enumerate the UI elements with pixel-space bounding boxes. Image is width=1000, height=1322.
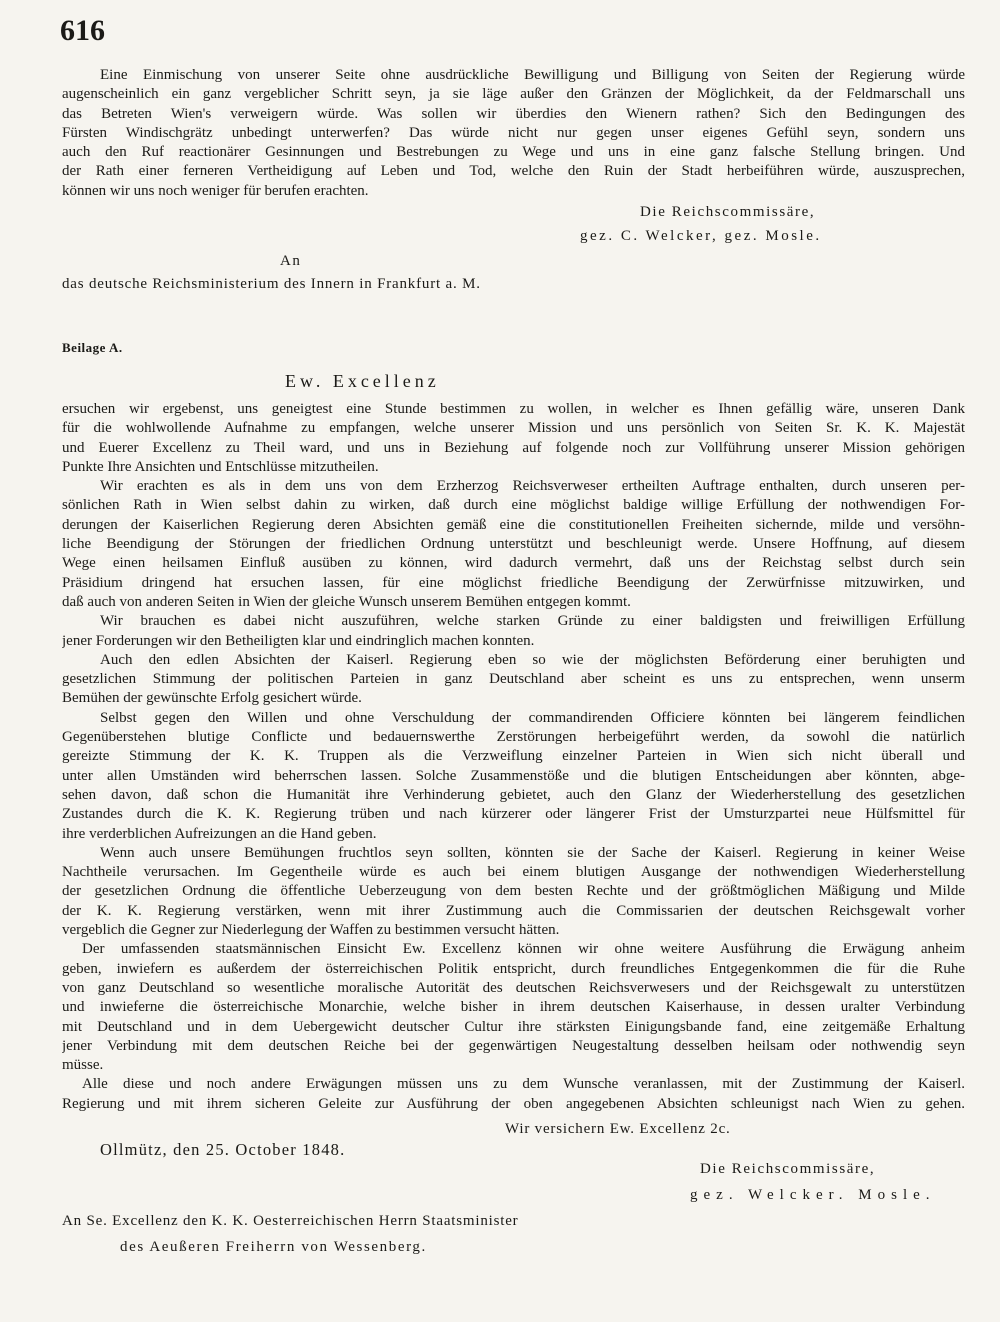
closing-line: Wir versichern Ew. Excellenz 2c.: [505, 1121, 731, 1137]
text-line: Selbst gegen den Willen und ohne Verschuldung der commandirenden Officiere könnten bei längerem feindlichen: [100, 709, 965, 726]
place-date: Ollmütz, den 25. October 1848.: [100, 1140, 346, 1159]
enclosure-body: [62, 400, 965, 1114]
letter-paragraph: [62, 66, 965, 201]
text-line: geben, inwiefern es außerdem der österreichischen Politik entspricht, durch freundliches Entgegenkommen die für die Ruhe: [62, 960, 965, 977]
text-line: von ganz Deutschland so wesentliche moralische Autorität des deutschen Reichsverwesers und der Reichsgewalt zu unterstützen: [62, 979, 965, 996]
text-line: ersuchen wir ergebenst, uns geneigtest eine Stunde bestimmen zu wollen, in welcher es Ihnen gefällig wäre, unseren Dank: [62, 401, 965, 417]
enclosure-label: Beilage A.: [62, 340, 123, 355]
text-line: Bemühen der gewünschte Erfolg gesichert würde.: [62, 690, 362, 707]
text-line: der K. K. Regierung verstärken, wenn mit ihrer Zustimmung auch die Commissarien der deutschen Reichsgewalt vorher: [62, 902, 965, 919]
text-line: auch den Ruf reactionärer Gesinnungen und Bestrebungen zu Wege und uns in eine ganz falsche Stellung bringen. Und: [62, 144, 965, 161]
salutation: Ew. Excellenz: [285, 371, 440, 391]
text-line: der gesetzlichen Ordnung die öffentliche Ueberzeugung von dem besten Rechte und der größtmöglichen Mäßigung und Milde: [62, 883, 965, 900]
text-line: gereizte Stimmung der K. K. Truppen als die Verzweiflung einzelner Parteien in Wien sich nicht überall und: [62, 748, 965, 765]
text-line: derungen der Kaiserlichen Regierung deren Absichten gemäß eine die constitutionellen Freiheiten sichernde, milde und versöhn-: [62, 516, 965, 533]
text-line: und inwieferne die österreichische Monarchie, welche bisher in ihrem deutschen Kaiserhause, in dessen uralter Verbindung: [62, 999, 965, 1016]
text-line: vergeblich die Gegner zur Niederlegung der Waffen zu bestimmen versucht hätten.: [62, 922, 560, 939]
recipient-line: An Se. Excellenz den K. K. Oesterreichischen Herrn Staatsminister: [62, 1213, 519, 1229]
text-line: müsse.: [62, 1057, 104, 1074]
text-line: daß auch von anderen Seiten in Wien der gleiche Wunsch unserem Bemühen entgegen kommt.: [62, 593, 631, 610]
address-line: das deutsche Reichsministerium des Innern in Frankfurt a. M.: [62, 276, 481, 292]
text-line: Wenn auch unsere Bemühungen fruchtlos seyn sollten, könnten sie der Sache der Kaiserl. Regierung in keiner Weise: [100, 844, 965, 861]
text-line: Der umfassenden staatsmännischen Einsicht Ew. Excellenz können wir ohne weitere Ausführung die Erwägung anheim: [82, 941, 965, 958]
page-number: 616: [60, 14, 105, 47]
text-line: Eine Einmischung von unserer Seite ohne ausdrückliche Bewilligung und Billigung von Seiten der Regierung würde: [100, 67, 965, 83]
text-line: gesetzlichen Stimmung der politischen Parteien in ganz Deutschland aber scheint es uns zu entsprechen, wenn unserm: [62, 671, 965, 688]
text-line: Regierung und mit ihrem sicheren Geleite zur Ausführung der oben angegebenen Absichten schleunigst nach Wien zu gehen.: [62, 1095, 965, 1112]
text-line: Wege einen heilsamen Einfluß ausüben zu können, wird dadurch vermehrt, daß uns der Reichstag selbst durch sein: [62, 555, 965, 572]
text-line: unter allen Umständen wird beherrschen lassen. Solche Zusammenstöße und die blutigen Entscheidungen aber könnten, abge-: [62, 767, 965, 784]
text-line: Nachtheile verursachen. Im Gegentheile würde es auch bei einem blutigen Ausgange der nothwendigen Wiederherstellung: [62, 864, 965, 881]
text-line: Wir brauchen es dabei nicht auszuführen, welche starken Gründe zu einer baldigsten und freiwilligen Erfüllung: [100, 613, 965, 630]
text-line: Auch den edlen Absichten der Kaiserl. Regierung eben so wie der möglichsten Beförderung einer beruhigten und: [100, 651, 965, 668]
text-line: ihre verderblichen Aufreizungen an die Hand geben.: [62, 825, 377, 842]
text-line: Wir erachten es als in dem uns von dem Erzherzog Reichsverweser ertheilten Auftrage enthalten, durch unseren per-: [100, 478, 965, 495]
text-line: Fürsten Windischgrätz unbedingt unterwerfen? Das würde nicht nur gegen unser eigenes Gefühl seyn, sondern uns: [62, 124, 965, 141]
text-line: jener Forderungen wir den Betheiligten klar und eindringlich machen konnten.: [62, 632, 535, 649]
text-line: jener Verbindung mit dem deutschen Reiche bei der gegenwärtigen Neugestaltung desselben heilsam oder nothwendig seyn: [62, 1037, 965, 1054]
text-line: Alle diese und noch andere Erwägungen müssen uns zu dem Wunsche veranlassen, mit der Zustimmung der Kaiserl.: [82, 1076, 965, 1093]
text-line: liche Beendigung der Störungen der friedlichen Ordnung unterstützt und beschleunigt werde. Unsere Hoffnung, auf diesem: [62, 536, 965, 553]
signature-title: Die Reichscommissäre,: [640, 204, 816, 220]
text-line: Punkte Ihre Ansichten und Entschlüsse mitzutheilen.: [62, 458, 379, 475]
text-line: das Betreten Wien's verweigern würde. Was sollen wir überdies den Wienern rathen? Sich den Bedingungen des: [62, 105, 965, 122]
text-line: sehen davon, daß schon die Humanität ihre Verhinderung gebietet, auch den Glanz der Wiederherstellung des gesetzlichen: [62, 786, 965, 803]
signature-names: gez. C. Welcker, gez. Mosle.: [580, 228, 822, 244]
text-line: augenscheinlich ein ganz vergeblicher Schritt seyn, ja sie läge außer den Gränzen der Möglichkeit, da der Feldmarschall uns: [62, 86, 965, 103]
text-line: der Rath einer ferneren Vertheidigung auf Leben und Tod, welche den Ruin der Stadt herbeiführen würde, auszusprechen,: [62, 163, 965, 180]
signature-names: gez. Welcker. Mosle.: [690, 1187, 936, 1203]
recipient-line: des Aeußeren Freiherrn von Wessenberg.: [120, 1239, 427, 1255]
text-line: können wir uns noch weniger für berufen erachten.: [62, 182, 369, 199]
text-line: Präsidium dringend hat ersuchen lassen, für eine möglichst friedliche Beendigung der Zerwürfnisse mitzuwirken, und: [62, 574, 965, 591]
text-line: sönlichen Rath in Wien selbst dahin zu wirken, daß durch eine möglichst baldige willige Erfüllung der nothwendigen For-: [62, 497, 965, 514]
signature-title: Die Reichscommissäre,: [700, 1161, 876, 1177]
text-line: Zustandes durch die K. K. Regierung trüben und nach kürzerer oder längerer Frist der Umsturzpartei neue Hülfsmittel für: [62, 806, 965, 823]
text-line: Gegenüberstehen blutige Conflicte und bedauernswerthe Zerstörungen herbeigeführt werden, da sowohl die natürlich: [62, 729, 965, 746]
text-line: für die wohlwollende Aufnahme zu empfangen, welche unserer Mission und uns persönlich von Seiten Sr. K. K. Majestät: [62, 420, 965, 437]
text-line: mit Deutschland und in dem Uebergewicht deutscher Cultur ihre stärksten Einigungsbande fand, eine zeitgemäße Erhaltung: [62, 1018, 965, 1035]
text-line: und Euerer Excellenz zu Theil ward, und uns in Beziehung auf folgende noch zur Vollführung unserer Mission gehörigen: [62, 439, 965, 456]
address-prefix: An: [280, 253, 302, 269]
